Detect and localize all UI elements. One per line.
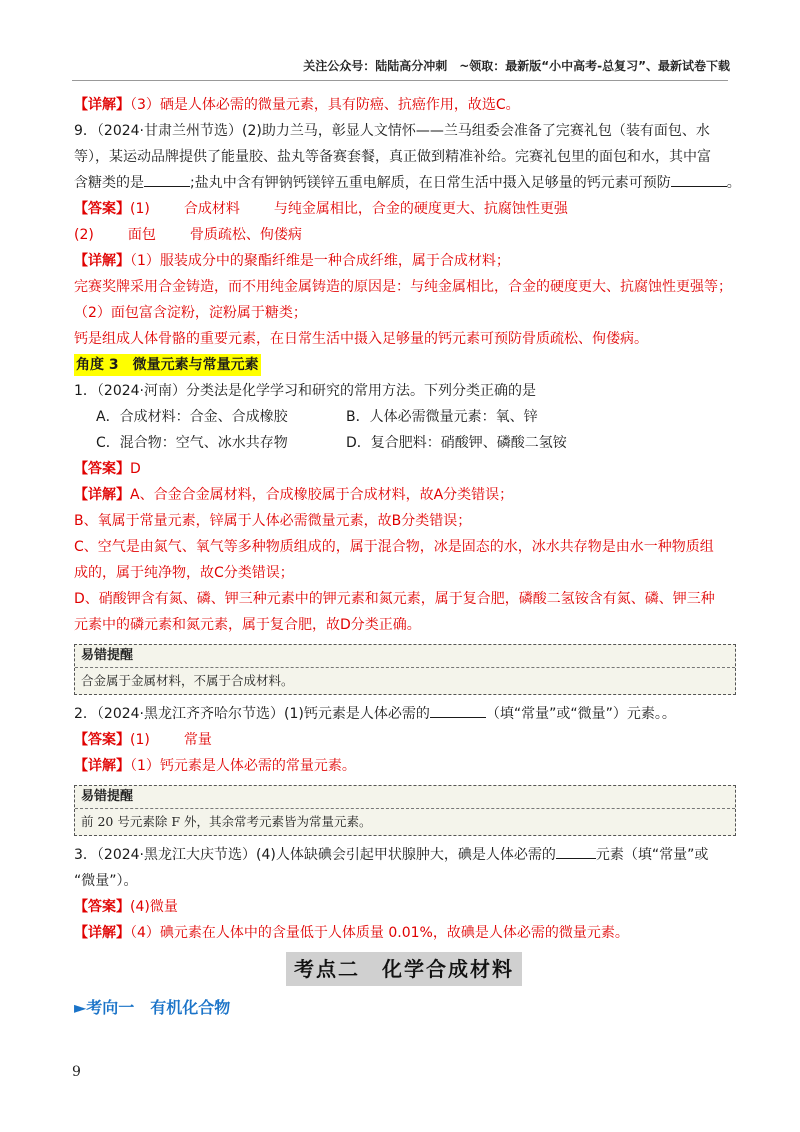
section-title: 考点二 化学合成材料 xyxy=(286,952,522,986)
question-2-stem xyxy=(74,701,734,727)
answer-line xyxy=(74,196,734,222)
detail-text: （1）钙元素是人体必需的常量元素。 xyxy=(130,758,356,774)
question-9-text-b: ;盐丸中含有钾钠钙镁锌五重电解质，在日常生活中摄入足够量的钙元素可预防 xyxy=(190,175,671,191)
question-2-text-a: 2．（2024·黑龙江齐齐哈尔节选）(1)钙元素是人体必需的 xyxy=(74,706,430,722)
options-row xyxy=(74,404,734,430)
header-divider xyxy=(72,80,728,81)
answer-tag: 【答案】 xyxy=(74,732,130,748)
detail-line xyxy=(74,248,734,274)
direction-heading: ►考向一 有机化合物 xyxy=(74,998,231,1017)
answer-value: 常量 xyxy=(183,732,212,748)
answer-line xyxy=(74,222,734,248)
question-2-text-b: （填“常量”或“微量”）元素。。 xyxy=(485,706,676,722)
answer-blank xyxy=(556,844,596,859)
detail-line xyxy=(74,920,734,946)
detail-text: A、合金合金属材料，合成橡胶属于合成材料，故A分类错误； xyxy=(130,487,514,503)
question-9-line-3 xyxy=(74,170,741,196)
detail-line: D、硝酸钾含有氮、磷、钾三种元素中的钾元素和氮元素，属于复合肥，磷酸二氢铵含有氮、磷、钾三种 xyxy=(74,591,715,607)
option-c: C．混合物：空气、冰水共存物 xyxy=(96,435,288,451)
section-title-wrap xyxy=(74,952,734,989)
detail-line: B、氧属于常量元素，锌属于人体必需微量元素，故B分类错误； xyxy=(74,513,472,529)
answer-value: D xyxy=(130,461,141,477)
answer-blank xyxy=(430,703,486,718)
answer-tag: 【答案】 xyxy=(74,461,130,477)
answer-number: (1) xyxy=(130,732,150,748)
answer-number: (2) xyxy=(74,227,94,243)
detail-line: 钙是组成人体骨骼的重要元素，在日常生活中摄入足够量的钙元素可预防骨质疏松、佝偻病。 xyxy=(74,331,648,347)
answer-value: (4)微量 xyxy=(130,899,178,915)
answer-blank xyxy=(671,172,727,187)
error-tip-body: 前 20 号元素除 F 外，其余常考元素皆为常量元素。 xyxy=(81,814,372,829)
detail-line: 成的，属于纯净物，故C分类错误； xyxy=(74,565,294,581)
answer-line xyxy=(74,456,734,482)
error-tip-title: 易错提醒 xyxy=(75,645,735,668)
answer-value: 面包 xyxy=(127,227,156,243)
question-1-stem: 1．（2024·河南）分类法是化学学习和研究的常用方法。下列分类正确的是 xyxy=(74,383,536,399)
detail-tag: 【详解】 xyxy=(74,758,130,774)
detail-line xyxy=(74,482,734,508)
error-tip-body: 合金属于金属材料，不属于合成材料。 xyxy=(81,673,294,688)
answer-line xyxy=(74,894,734,920)
question-9-text-c: 。 xyxy=(726,175,741,191)
question-3-stem xyxy=(74,842,734,868)
answer-blank xyxy=(144,172,190,187)
answer-tag: 【答案】 xyxy=(74,899,130,915)
answer-value: 合成材料 xyxy=(183,201,240,217)
detail-tag: 【详解】 xyxy=(74,97,130,113)
detail-line xyxy=(74,753,734,779)
question-3-text-a: 3．（2024·黑龙江大庆节选）(4)人体缺碘会引起甲状腺肿大，碘是人体必需的 xyxy=(74,847,556,863)
detail-text: （1）服装成分中的聚酯纤维是一种合成纤维，属于合成材料； xyxy=(130,253,510,269)
error-tip-box xyxy=(74,644,736,695)
answer-line xyxy=(74,727,734,753)
option-a: A．合成材料：合金、合成橡胶 xyxy=(96,409,288,425)
detail-tag: 【详解】 xyxy=(74,253,130,269)
angle-heading-line xyxy=(74,352,734,378)
answer-number: (1) xyxy=(130,201,150,217)
detail-line: （2）面包富含淀粉，淀粉属于糖类； xyxy=(74,305,307,321)
detail-line xyxy=(74,92,734,118)
angle-heading: 角度 3 微量元素与常量元素 xyxy=(74,354,261,376)
answer-value: 与纯金属相比，合金的硬度更大、抗腐蚀性更强 xyxy=(273,201,568,217)
page-header: 关注公众号：陆陆高分冲刺 ~领取：最新版“小中高考-总复习”、最新试卷下载 xyxy=(303,59,730,73)
answer-value: 骨质疏松、佝偻病 xyxy=(189,227,302,243)
question-3-text-b: 元素（填“常量”或 xyxy=(595,847,709,863)
detail-tag: 【详解】 xyxy=(74,487,130,503)
document-body xyxy=(74,92,741,1023)
detail-text: （4）碘元素在人体中的含量低于人体质量 0.01%，故碘是人体必需的微量元素。 xyxy=(130,925,629,941)
option-d: D．复合肥料：硝酸钾、磷酸二氢铵 xyxy=(346,435,567,451)
question-3-text-c: “微量”）。 xyxy=(74,873,138,889)
answer-tag: 【答案】 xyxy=(74,201,130,217)
error-tip-title: 易错提醒 xyxy=(75,786,735,809)
detail-tag: 【详解】 xyxy=(74,925,130,941)
question-9-text-a: 含糖类的是 xyxy=(74,175,144,191)
page-number: 9 xyxy=(72,1064,81,1080)
detail-text: （3）硒是人体必需的微量元素，具有防癌、抗癌作用，故选C。 xyxy=(130,97,520,113)
detail-line: C、空气是由氮气、氧气等多种物质组成的，属于混合物，冰是固态的水，冰水共存物是由水一种物质组 xyxy=(74,539,714,555)
question-9-line-2: 等），某运动品牌提供了能量胶、盐丸等备赛套餐，真正做到精准补给。完赛礼包里的面包和水，其中富 xyxy=(74,149,711,165)
detail-line: 完赛奖牌采用合金铸造，而不用纯金属铸造的原因是：与纯金属相比，合金的硬度更大、抗腐蚀性更强等； xyxy=(74,279,732,295)
question-9-line-1: 9．（2024·甘肃兰州节选）(2)助力兰马，彰显人文情怀——兰马组委会准备了完赛礼包（装有面包、水 xyxy=(74,123,710,139)
detail-line: 元素中的磷元素和氮元素，属于复合肥，故D分类正确。 xyxy=(74,617,421,633)
options-row xyxy=(74,430,734,456)
option-b: B．人体必需微量元素：氧、锌 xyxy=(346,409,538,425)
error-tip-box xyxy=(74,785,736,836)
